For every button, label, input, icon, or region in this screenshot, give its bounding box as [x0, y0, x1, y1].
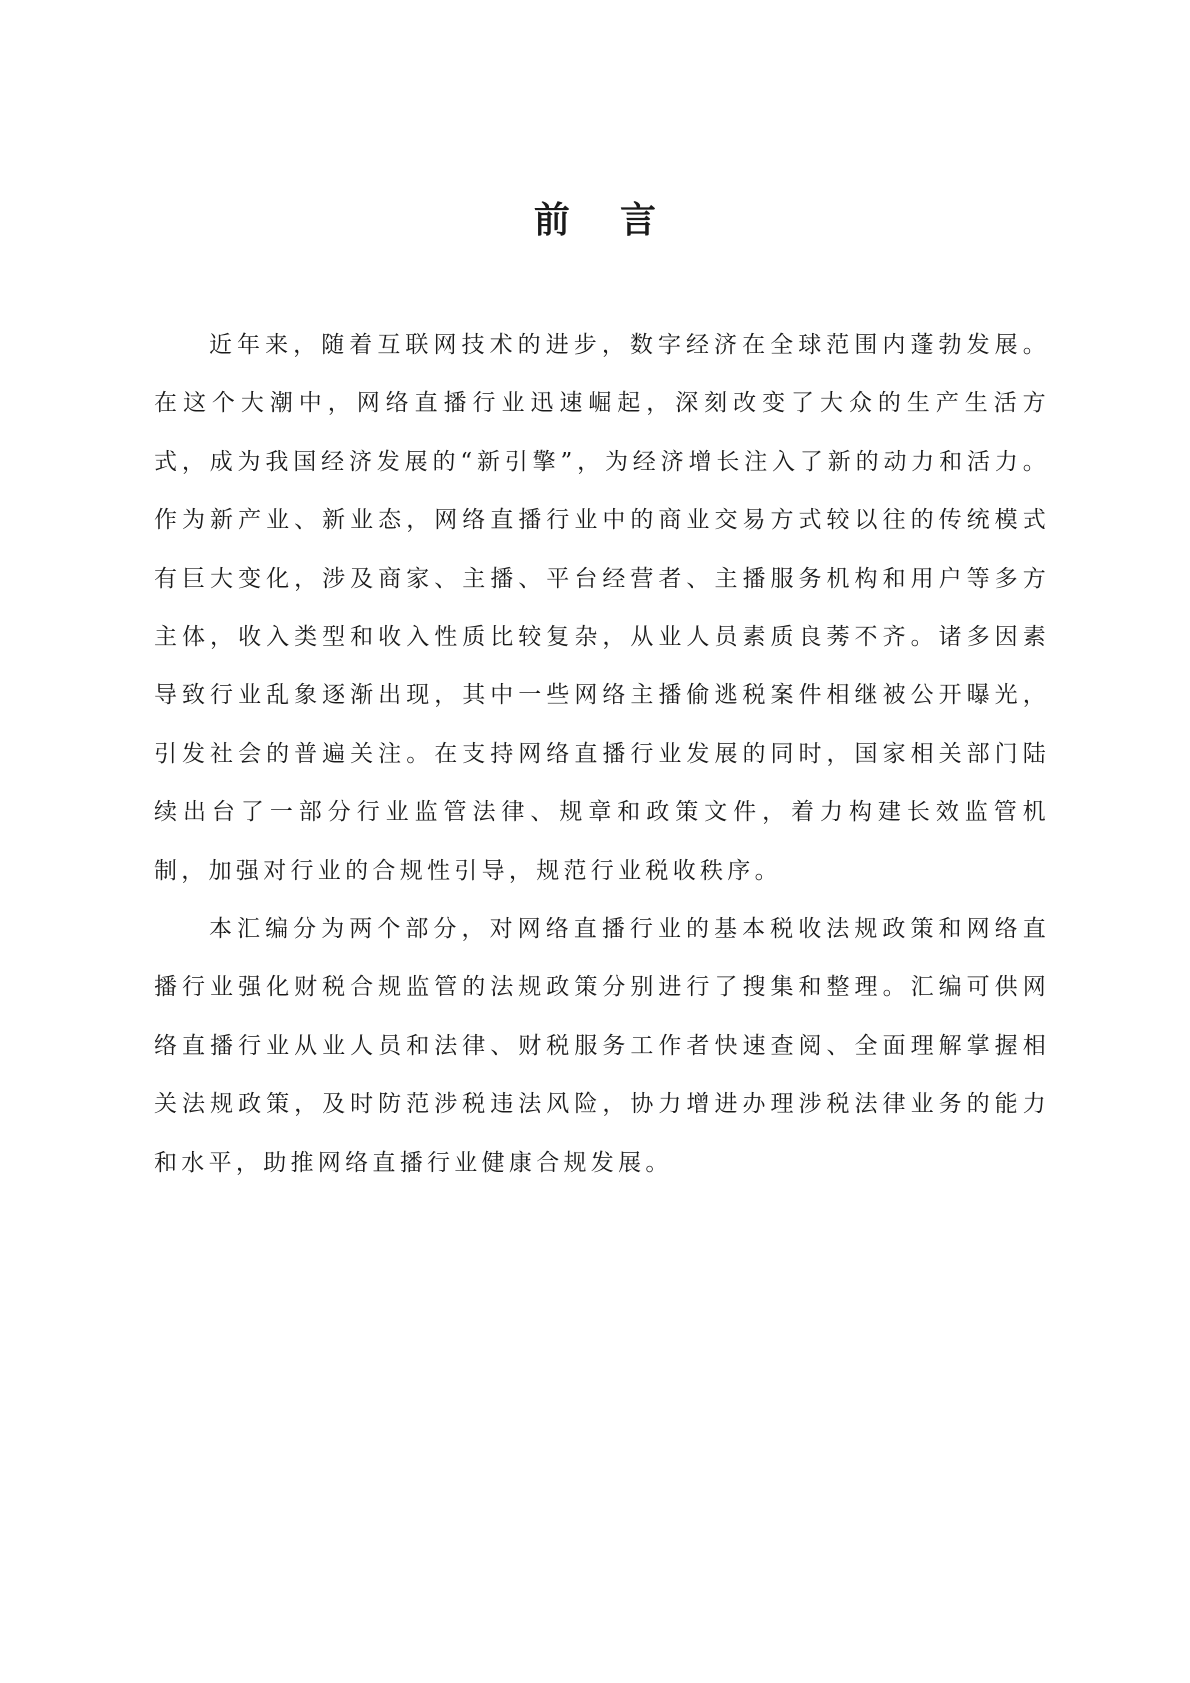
preface-body	[154, 316, 1050, 1192]
page-title: 前 言	[533, 200, 657, 241]
preface-paragraph-1: 近年来，随着互联网技术的进步，数字经济在全球范围内蓬勃发展。在这个大潮中，网络直播行业迅速崛起，深刻改变了大众的生产生活方式，成为我国经济发展的“新引擎”，为经济增长注入了新的动力和活力。作为新产业、新业态，网络直播行业中的商业交易方式较以往的传统模式有巨大变化，涉及商家、主播、平台经营者、主播服务机构和用户等多方主体，收入类型和收入性质比较复杂，从业人员素质良莠不齐。诸多因素导致行业乱象逐渐出现，其中一些网络主播偷逃税案件相继被公开曝光，引发社会的普遍关注。在支持网络直播行业发展的同时，国家相关部门陆续出台了一部分行业监管法律、规章和政策文件，着力构建长效监管机制，加强对行业的合规性引导，规范行业税收秩序。	[154, 332, 1050, 884]
preface-paragraph-2: 本汇编分为两个部分，对网络直播行业的基本税收法规政策和网络直播行业强化财税合规监管的法规政策分别进行了搜集和整理。汇编可供网络直播行业从业人员和法律、财税服务工作者快速查阅、全面理解掌握相关法规政策，及时防范涉税违法风险，协力增进办理涉税法律业务的能力和水平，助推网络直播行业健康合规发展。	[154, 916, 1050, 1176]
